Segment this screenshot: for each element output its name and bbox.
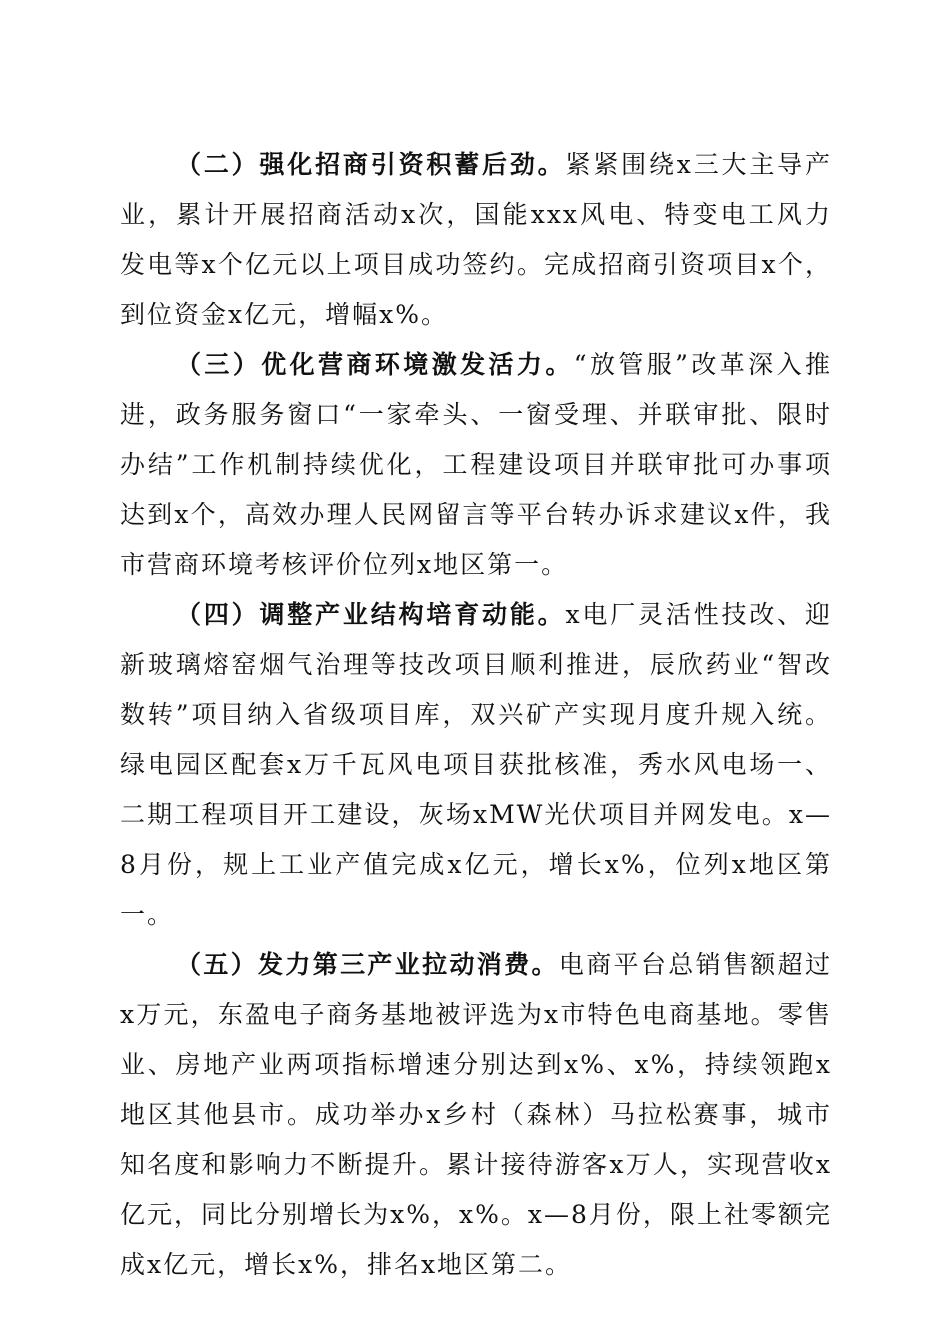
paragraph-text: x电厂灵活性技改、迎新玻璃熔窑烟气治理等技改项目顺利推进，辰欣药业“智改数转”项目纳入省级项目库，双兴矿产实现月度升规入统。绿电园区配套x万千瓦风电项目获批核准，秀水风电场一、二期工程项目开工建设，灰场xMW光伏项目并网发电。x—8月份，规上工业产值完成x亿元，增长x%，位列x地区第一。 <box>120 600 832 929</box>
paragraph-tertiary-industry <box>120 940 832 1290</box>
paragraph-heading: （三）优化营商环境激发活力。 <box>176 350 574 379</box>
paragraph-text: 电商平台总销售额超过x万元，东盈电子商务基地被评选为x市特色电商基地。零售业、房地产业两项指标增速分别达到x%、x%，持续领跑x地区其他县市。成功举办x乡村（森林）马拉松赛事，城市知名度和影响力不断提升。累计接待游客x万人，实现营收x亿元，同比分别增长为x%，x%。x—8月份，限上社零额完成x亿元，增长x%，排名x地区第二。 <box>120 950 832 1279</box>
paragraph-investment <box>120 140 832 340</box>
paragraph-heading: （四）调整产业结构培育动能。 <box>176 600 566 629</box>
paragraph-text: 紧紧围绕x三大主导产业，累计开展招商活动x次，国能xxx风电、特变电工风力发电等x个亿元以上项目成功签约。完成招商引资项目x个，到位资金x亿元，增幅x%。 <box>120 150 832 329</box>
document-body <box>120 140 832 1290</box>
paragraph-text: “放管服”改革深入推进，政务服务窗口“一家牵头、一窗受理、并联审批、限时办结”工作机制持续优化，工程建设项目并联审批可办事项达到x个，高效办理人民网留言等平台转办诉求建议x件，我市营商环境考核评价位列x地区第一。 <box>120 350 832 579</box>
paragraph-heading: （二）强化招商引资积蓄后劲。 <box>176 150 566 179</box>
paragraph-business-environment <box>120 340 832 590</box>
paragraph-heading: （五）发力第三产业拉动消费。 <box>176 950 559 979</box>
paragraph-industry-structure <box>120 590 832 940</box>
